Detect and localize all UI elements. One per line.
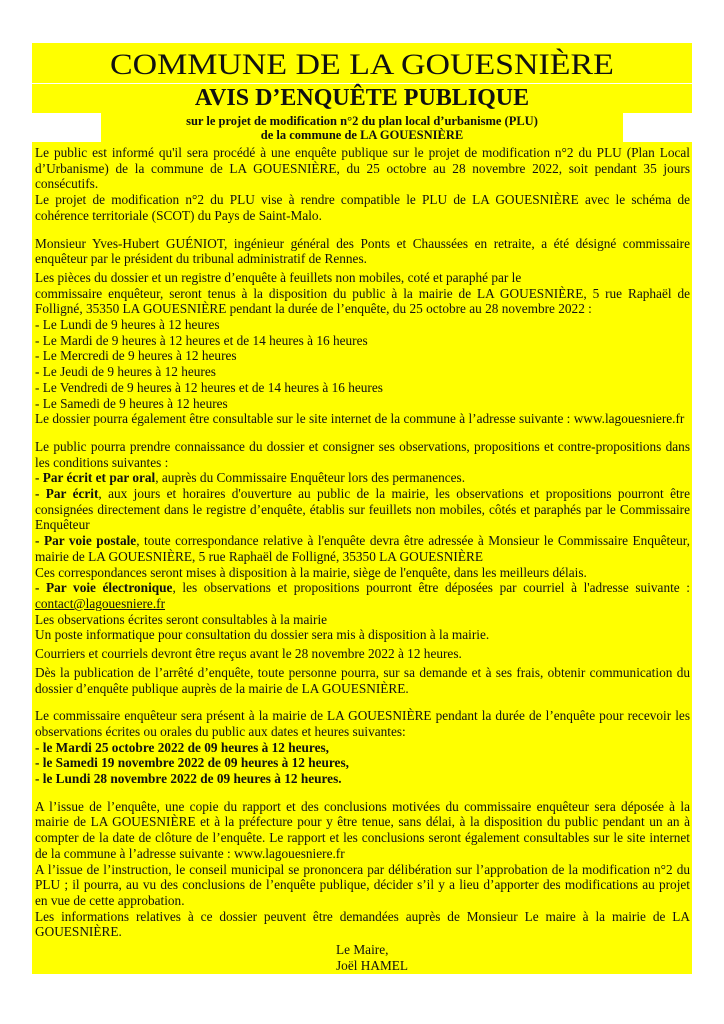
- line-text: , les observations et propositions pourront être déposées par courriel à l'adresse suivante :: [172, 580, 690, 596]
- line-text: - Le Mercredi de 9 heures à 12 heures: [35, 348, 237, 364]
- text-line: [35, 208, 690, 224]
- contact-email-link[interactable]: contact@lagouesniere.fr: [35, 595, 166, 611]
- intro-paragraph: [35, 145, 690, 192]
- line-text: - Le Samedi de 9 heures à 12 heures: [35, 395, 228, 411]
- postal-option: [35, 533, 690, 564]
- text-line: [35, 799, 690, 815]
- text-line: [35, 455, 690, 471]
- line-content: [35, 771, 342, 786]
- text-line: [35, 846, 690, 862]
- line-content: [35, 145, 690, 160]
- line-content: [35, 333, 368, 348]
- electronic-option: [35, 580, 690, 611]
- line-content: [35, 846, 345, 861]
- approval-paragraph: [35, 862, 690, 909]
- observations-availability: [35, 612, 690, 628]
- line-text: Courriers et courriels devront être reçus avant le 28 novembre 2022 à 12 heures.: [35, 646, 462, 662]
- line-content: [35, 814, 690, 829]
- line-text: commissaire enquêteur, seront tenus à la disposition du public à la mairie de LA GOUESNIÈRE, 5 rue Raphaël de: [35, 285, 690, 301]
- line-text: dossier d’enquête publique auprès de la mairie de LA GOUESNIÈRE.: [35, 680, 409, 696]
- report-paragraph: [35, 799, 690, 862]
- line-text: compter de la date de clôture de l’enquête. Le rapport et les conclusions seront également consultables sur le site internet: [35, 830, 690, 846]
- text-line: [35, 830, 690, 846]
- text-line: [35, 646, 690, 662]
- text-line: [35, 176, 690, 192]
- line-content: [35, 549, 483, 564]
- information-paragraph: [35, 909, 690, 940]
- line-text: observations écrites ou orales du public aux dates et heures suivantes:: [35, 723, 406, 739]
- line-content: [35, 251, 367, 266]
- line-content: [35, 681, 409, 696]
- postal-note: [35, 565, 690, 581]
- line-content: [35, 724, 406, 739]
- line-text: Le dossier pourra également être consultable sur le site internet de la commune à l’adresse suivante : www.lagouesniere.fr: [35, 411, 685, 427]
- list-item: [35, 755, 690, 771]
- computer-access-note: [35, 627, 690, 643]
- text-line: [35, 708, 690, 724]
- line-content: [35, 236, 690, 251]
- line-text: Le commissaire enquêteur sera présent à la mairie de LA GOUESNIÈRE pendant la durée de l’enquête pour recevoir les: [35, 708, 690, 724]
- line-text: mairie de LA GOUESNIÈRE et à la préfecture pour y être tenue, sans délai, à la disposition du public pendant un an à: [35, 814, 690, 830]
- line-content: [35, 799, 690, 814]
- notice-paragraphs: [35, 145, 690, 940]
- line-content: [35, 411, 684, 426]
- observations-intro-paragraph: [35, 439, 690, 470]
- bold-text: - Par écrit et par oral: [35, 470, 156, 486]
- text-line: [35, 517, 690, 533]
- bold-text: - Par voie électronique: [35, 580, 173, 596]
- text-line: [35, 893, 690, 909]
- line-content: [35, 502, 690, 517]
- line-text: GOUESNIÈRE.: [35, 924, 122, 940]
- line-content: [35, 364, 216, 379]
- text-line: [35, 565, 690, 581]
- commissioner-paragraph: [35, 236, 690, 267]
- permanences-list: [35, 740, 690, 787]
- line-content: [35, 176, 98, 191]
- line-text: - Le Jeudi de 9 heures à 12 heures: [35, 364, 216, 380]
- line-content: [35, 470, 465, 485]
- line-text: Enquêteur: [35, 517, 90, 533]
- notice-title-band: [32, 84, 692, 113]
- text-line: [35, 486, 690, 502]
- opening-hours-list: [35, 317, 690, 411]
- text-line: [35, 627, 690, 643]
- list-item: [35, 771, 690, 787]
- line-text: consignées directement dans le registre d’enquête, établis sur feuillets non mobiles, côtés et paraphés par le Commissaire: [35, 501, 690, 517]
- line-content: [35, 646, 462, 661]
- bold-text: - le Mardi 25 octobre 2022 de 09 heures à 12 heures,: [35, 739, 329, 755]
- text-line: [35, 145, 690, 161]
- text-line: [35, 502, 690, 518]
- line-content: [35, 161, 690, 176]
- line-content: [35, 486, 690, 501]
- subtitle-line: sur le projet de modification n°2 du plan local d’urbanisme (PLU): [186, 113, 538, 128]
- text-line: [35, 612, 690, 628]
- line-text: Les informations relatives à ce dossier peuvent être demandées auprès de Monsieur Le maire à la mairie de LA: [35, 908, 690, 924]
- line-content: [35, 612, 327, 627]
- text-line: [35, 596, 690, 612]
- line-text: de la commune à l’adresse suivante : www.lagouesniere.fr: [35, 845, 345, 861]
- text-line: [35, 439, 690, 455]
- written-option: [35, 486, 690, 533]
- line-text: , toute correspondance relative à l'enquête devra être adressée à Monsieur le Commissaire Enquêteur,: [136, 533, 690, 549]
- line-content: [35, 580, 690, 595]
- text-line: [35, 161, 690, 177]
- line-content: [35, 317, 220, 332]
- line-text: Les pièces du dossier et un registre d’enquête à feuillets non mobiles, coté et paraphé par le: [35, 269, 522, 285]
- line-content: [35, 301, 592, 316]
- communication-paragraph: [35, 665, 690, 696]
- purpose-paragraph: [35, 192, 690, 223]
- text-line: [35, 862, 690, 878]
- commune-title-band: [32, 43, 692, 83]
- line-text: Les observations écrites seront consultables à la mairie: [35, 611, 328, 627]
- subtitle-band: [101, 113, 623, 142]
- bold-text: - le Lundi 28 novembre 2022 de 09 heures à 12 heures.: [35, 771, 342, 787]
- line-content: [35, 208, 322, 223]
- line-text: cohérence territoriale (SCOT) du Pays de Saint-Malo.: [35, 207, 322, 223]
- line-content: [35, 924, 122, 939]
- line-text: A l’issue de l’enquête, une copie du rapport et des conclusions motivées du commissaire enquêteur sera déposée à la: [35, 798, 690, 814]
- line-text: Un poste informatique pour consultation du dossier sera mis à disposition à la mairie.: [35, 627, 490, 643]
- signature-title: Le Maire,: [336, 942, 389, 958]
- line-content: [35, 533, 690, 548]
- text-line: [35, 924, 690, 940]
- list-item: [35, 380, 690, 396]
- line-text: Dès la publication de l’arrêté d’enquête, toute personne pourra, sur sa demande et à ses frais, obtenir communication du: [35, 664, 690, 680]
- line-content: [35, 348, 237, 363]
- text-line: [35, 549, 690, 565]
- text-line: [35, 251, 690, 267]
- text-line: [35, 681, 690, 697]
- line-text: - Le Vendredi de 9 heures à 12 heures et de 14 heures à 16 heures: [35, 379, 383, 395]
- line-text: Folligné, 35350 LA GOUESNIÈRE pendant la durée de l’enquête, du 25 octobre au 28 novembre 2022 :: [35, 301, 592, 317]
- text-line: [35, 411, 690, 427]
- bold-text: - Par écrit: [35, 486, 99, 502]
- line-text: Le public pourra prendre connaissance du dossier et consigner ses observations, propositions et contre-propositions dans: [35, 438, 690, 454]
- line-text: en vue de cette approbation.: [35, 892, 185, 908]
- list-item: [35, 333, 690, 349]
- text-line: [35, 909, 690, 925]
- line-text: consécutifs.: [35, 176, 99, 192]
- line-content: [35, 665, 690, 680]
- list-item: [35, 348, 690, 364]
- signature-name: Joël HAMEL: [336, 957, 409, 973]
- text-line: [35, 580, 690, 596]
- text-line: [35, 192, 690, 208]
- line-content: [35, 439, 690, 454]
- line-content: [35, 862, 690, 877]
- line-text: Le public est informé qu'il sera procédé à une enquête publique sur le projet de modification n°2 du PLU (Plan Local: [35, 145, 690, 160]
- bold-text: - le Samedi 19 novembre 2022 de 09 heures à 12 heures,: [35, 755, 349, 771]
- consultation-paragraph: [35, 270, 690, 317]
- line-content: [35, 893, 185, 908]
- text-line: [35, 236, 690, 252]
- line-text: PLU ; il pourra, au vu des conclusions de l’enquête publique, décider s’il y a lieu d’apporter des modifications au projet: [35, 877, 690, 893]
- line-text: les conditions suivantes :: [35, 454, 169, 470]
- line-text: Monsieur Yves-Hubert GUÉNIOT, ingénieur général des Ponts et Chaussées en retraite, a été désigné commissaire: [35, 235, 690, 251]
- text-line: [35, 877, 690, 893]
- list-item: [35, 740, 690, 756]
- line-content: [35, 596, 165, 611]
- commune-title: COMMUNE DE LA GOUESNIÈRE: [110, 48, 614, 81]
- line-content: [35, 877, 690, 892]
- line-content: [35, 455, 168, 470]
- text-line: [35, 814, 690, 830]
- deadline-paragraph: [35, 646, 690, 662]
- line-text: A l’issue de l’instruction, le conseil municipal se prononcera par délibération sur l’approbation de la modification n°2 du: [35, 861, 690, 877]
- text-line: [35, 533, 690, 549]
- line-content: [35, 565, 587, 580]
- line-content: [35, 740, 329, 755]
- line-text: enquêteur par le président du tribunal administratif de Rennes.: [35, 251, 367, 267]
- list-item: [35, 317, 690, 333]
- bold-text: - Par voie postale: [35, 533, 137, 549]
- line-text: mairie de LA GOUESNIÈRE, 5 rue Raphaël de Folligné, 35350 LA GOUESNIÈRE: [35, 548, 483, 564]
- line-content: [35, 627, 489, 642]
- notice-title: AVIS D’ENQUÊTE PUBLIQUE: [194, 85, 530, 111]
- line-text: d’Urbanisme) de la commune de LA GOUESNIÈRE, du 25 octobre au 28 novembre 2022, soit pendant 35 jours: [35, 160, 690, 176]
- line-content: [35, 192, 690, 207]
- notice-body: [32, 142, 692, 974]
- written-oral-option: [35, 470, 690, 486]
- line-content: [35, 755, 349, 770]
- line-text: Ces correspondances seront mises à disposition à la mairie, siège de l'enquête, dans les meilleurs délais.: [35, 564, 587, 580]
- line-content: [35, 909, 690, 924]
- line-content: [35, 380, 383, 395]
- list-item: [35, 396, 690, 412]
- text-line: [35, 724, 690, 740]
- line-text: , aux jours et horaires d'ouverture au public de la mairie, les observations et propositions pourront être: [98, 486, 691, 502]
- line-content: [35, 517, 90, 532]
- text-line: [35, 286, 690, 302]
- line-text: Le projet de modification n°2 du PLU vise à rendre compatible le PLU de LA GOUESNIÈRE avec le schéma de: [35, 192, 690, 208]
- line-content: [35, 396, 228, 411]
- line-text: - Le Mardi de 9 heures à 12 heures et de 14 heures à 16 heures: [35, 332, 368, 348]
- text-line: [35, 665, 690, 681]
- line-content: [35, 830, 690, 845]
- list-item: [35, 364, 690, 380]
- subtitle-line: de la commune de LA GOUESNIÈRE: [260, 127, 464, 142]
- text-line: [35, 270, 690, 286]
- text-line: [35, 301, 690, 317]
- signature-block: [35, 942, 690, 973]
- text-line: [35, 470, 690, 486]
- line-content: [35, 286, 690, 301]
- line-content: [35, 270, 521, 285]
- line-content: [35, 708, 690, 723]
- line-text: - Le Lundi de 9 heures à 12 heures: [35, 317, 220, 333]
- line-text: , auprès du Commissaire Enquêteur lors des permanences.: [155, 470, 466, 486]
- online-dossier-paragraph: [35, 411, 690, 427]
- permanences-intro: [35, 708, 690, 739]
